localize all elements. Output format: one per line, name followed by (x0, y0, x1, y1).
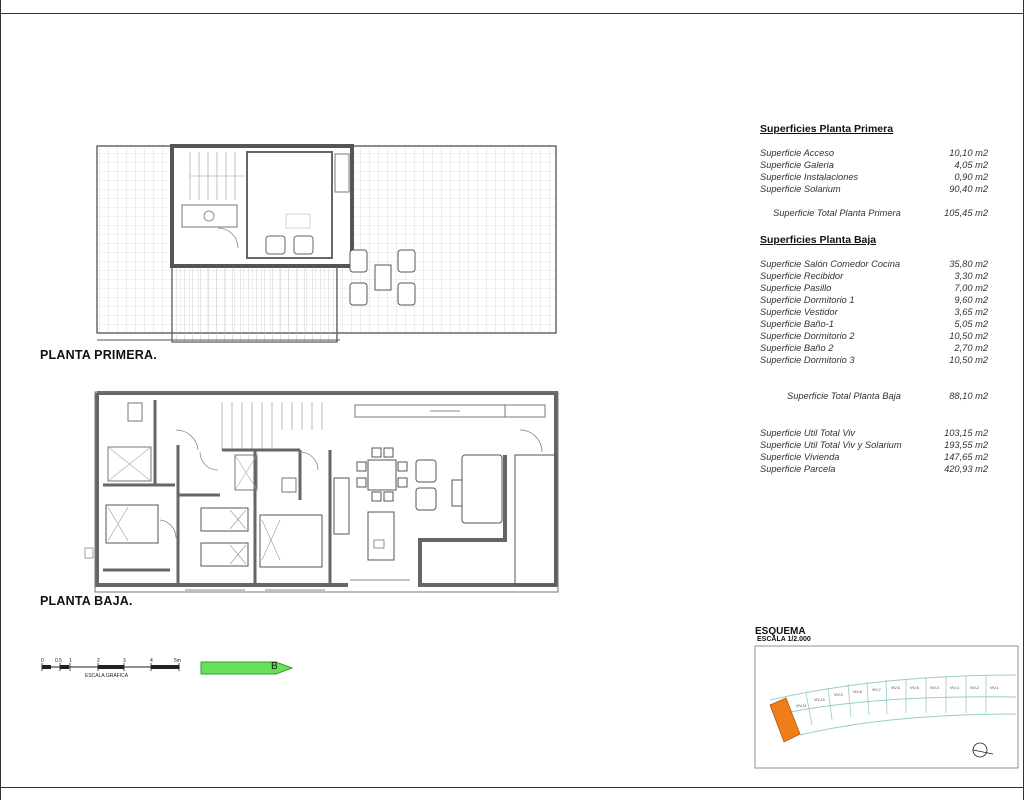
surface-value: 193,55 m2 (944, 440, 988, 450)
scale-tick-label: 4 (150, 658, 153, 664)
esquema-site-map (755, 646, 1018, 768)
surface-label: Superficie Dormitorio 2 (760, 331, 855, 341)
surface-label: Superficie Vestidor (760, 307, 838, 317)
surface-row (760, 307, 988, 319)
surface-row (760, 331, 988, 343)
planta-baja-plan (85, 392, 558, 592)
surface-row (760, 148, 988, 160)
surface-label: Superficie Galeria (760, 160, 834, 170)
surface-label: Superficie Dormitorio 3 (760, 355, 855, 365)
planta-baja-label: PLANTA BAJA. (40, 594, 133, 608)
surface-summary-row (760, 428, 988, 440)
surface-value: 420,93 m2 (944, 464, 988, 474)
esquema-unit-label: VIV-10 (814, 698, 825, 702)
superficies-primera-title: Superficies Planta Primera (760, 123, 894, 135)
surface-value: 3,30 m2 (954, 271, 988, 281)
surface-value: 0,90 m2 (954, 172, 988, 182)
surface-row (760, 160, 988, 172)
surface-row (760, 172, 988, 184)
surface-value: 7,00 m2 (954, 283, 988, 293)
surface-value: 10,10 m2 (949, 148, 988, 158)
scale-bar (42, 663, 180, 671)
surface-label: Superficie Parcela (760, 464, 836, 474)
north-arrow (201, 662, 292, 674)
surface-label: Superficie Instalaciones (760, 172, 859, 182)
scale-tick-label: 2 (97, 658, 100, 664)
surface-label: Superficie Baño-1 (760, 319, 834, 329)
esquema-unit-label: VIV-1 (990, 686, 999, 690)
surface-value: 147,65 m2 (944, 452, 988, 462)
surface-total-label: Superficie Total Planta Baja (787, 391, 901, 401)
planta-primera-plan (97, 146, 556, 342)
surface-label: Superficie Vivienda (760, 452, 840, 462)
north-arrow-letter: B (271, 661, 278, 672)
surface-value: 90,40 m2 (949, 184, 988, 194)
surface-label: Superficie Util Total Viv (760, 428, 856, 438)
surface-label: Superficie Acceso (760, 148, 835, 158)
surface-total-value: 105,45 m2 (944, 208, 988, 218)
upper-stair-gallery (172, 266, 337, 342)
scale-tick-label: 0.5 (55, 658, 62, 664)
surface-value: 9,60 m2 (954, 295, 988, 305)
surface-total-row (760, 208, 988, 220)
planta-primera-label: PLANTA PRIMERA. (40, 348, 157, 362)
surface-row (760, 271, 988, 283)
esquema-unit-label: VIV-9 (834, 693, 843, 697)
surface-label: Superficie Util Total Viv y Solarium (760, 440, 902, 450)
surface-total-value: 88,10 m2 (949, 391, 988, 401)
surface-value: 10,50 m2 (949, 355, 988, 365)
esquema-unit-label: VIV-7 (872, 688, 881, 692)
surface-label: Superficie Dormitorio 1 (760, 295, 855, 305)
surface-label: Superficie Baño 2 (760, 343, 834, 353)
esquema-unit-label: VIV-5 (910, 686, 919, 690)
surface-summary-row (760, 452, 988, 464)
esquema-unit-label: VIV-2 (970, 686, 979, 690)
surface-summary-row (760, 464, 988, 476)
scale-tick-label: 3 (123, 658, 126, 664)
surface-value: 2,70 m2 (954, 343, 988, 353)
surface-row (760, 184, 988, 196)
surface-total-label: Superficie Total Planta Primera (773, 208, 901, 218)
esquema-unit-label: VIV-11 (796, 704, 807, 708)
esquema-unit-label: VIV-6 (891, 686, 900, 690)
surface-label: Superficie Pasillo (760, 283, 832, 293)
surface-label: Superficie Salón Comedor Cocina (760, 259, 901, 269)
surface-value: 5,05 m2 (954, 319, 988, 329)
esquema-title: ESQUEMA (755, 626, 806, 637)
scale-tick-label: 0 (41, 658, 44, 664)
surface-row (760, 259, 988, 271)
scale-caption: ESCALA GRAFICA (85, 673, 129, 679)
surface-total-row (760, 391, 988, 403)
esquema-unit-label: VIV-3 (950, 686, 959, 690)
esquema-scale: ESCALA 1/2.000 (757, 636, 811, 643)
surface-value: 3,65 m2 (954, 307, 988, 317)
surface-row (760, 319, 988, 331)
surface-row (760, 283, 988, 295)
surface-row (760, 343, 988, 355)
scale-tick-label: 1 (69, 658, 72, 664)
surface-label: Superficie Recibidor (760, 271, 844, 281)
surface-summary-row (760, 440, 988, 452)
esquema-unit-label: VIV-4 (930, 686, 939, 690)
surface-row (760, 355, 988, 367)
scale-tick-label: 5m (174, 658, 181, 664)
superficies-baja-title: Superficies Planta Baja (760, 234, 877, 246)
esquema-unit-label: VIV-8 (853, 690, 862, 694)
surface-value: 35,80 m2 (949, 259, 988, 269)
surface-row (760, 295, 988, 307)
surface-value: 10,50 m2 (949, 331, 988, 341)
surface-value: 103,15 m2 (944, 428, 988, 438)
surface-label: Superficie Solarium (760, 184, 841, 194)
surface-value: 4,05 m2 (954, 160, 988, 170)
